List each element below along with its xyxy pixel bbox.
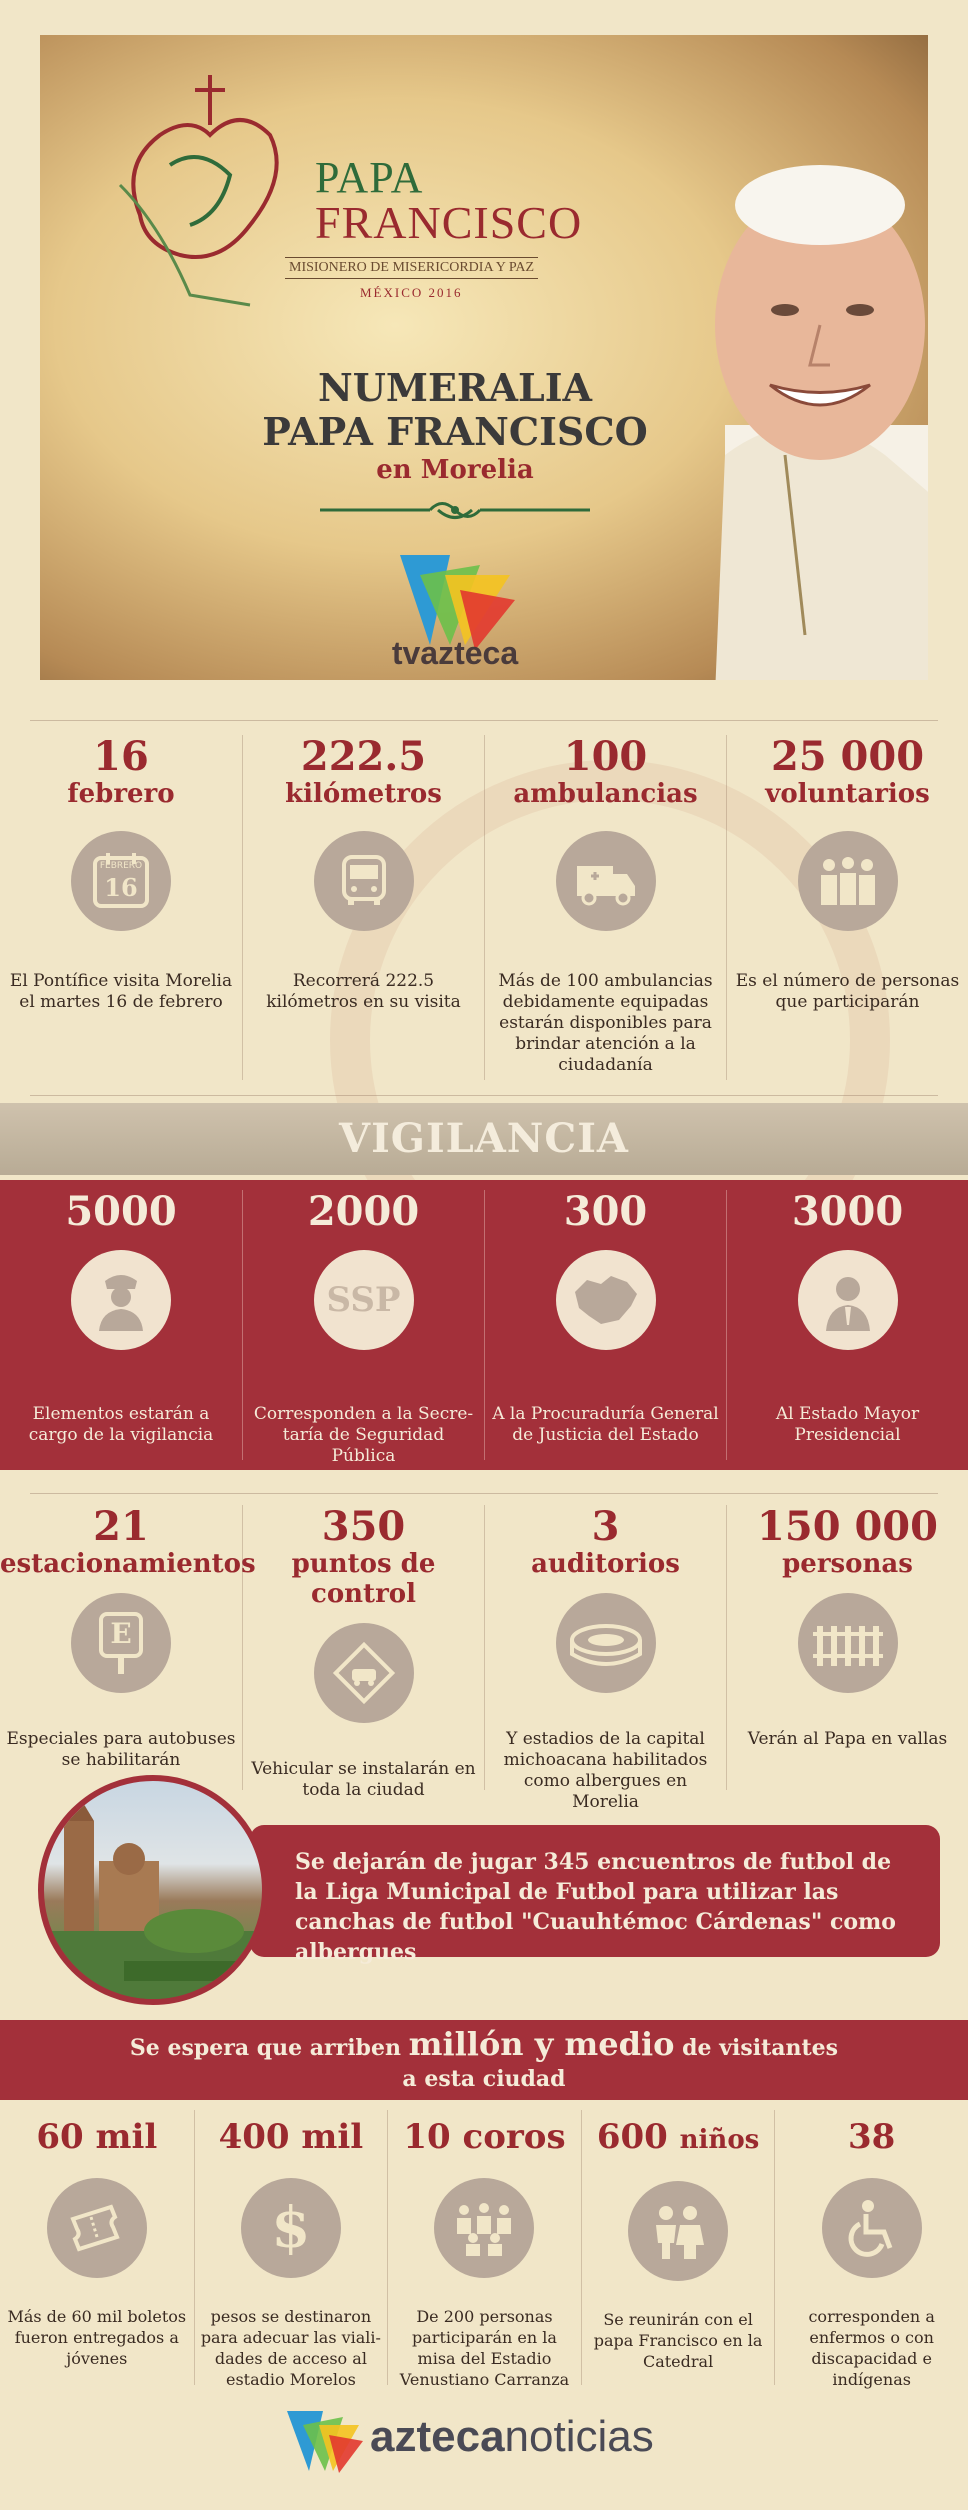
stat-number-main: 400 mil xyxy=(218,2117,364,2157)
visitantes-banner xyxy=(0,2020,968,2100)
vig-ssp xyxy=(242,1188,484,1466)
footer-brand-light: noticias xyxy=(504,2412,654,2461)
stat-kilometros xyxy=(242,735,484,1080)
stat-unit: auditorios xyxy=(531,1549,680,1579)
divider xyxy=(30,1095,938,1096)
choir-icon xyxy=(434,2178,534,2278)
stat-number-main: 10 coros xyxy=(403,2117,566,2157)
official-person-icon xyxy=(798,1250,898,1350)
stat-description: Es el número de personas que participarán xyxy=(735,971,960,1012)
stat-number xyxy=(195,2110,388,2164)
stat-unit: ambulancias xyxy=(513,779,698,809)
stat-unit: voluntarios xyxy=(765,779,930,809)
divider xyxy=(30,1493,938,1494)
stat-number xyxy=(388,2110,581,2164)
stat-number: 100 xyxy=(563,733,648,780)
stat-number-suffix: niños xyxy=(679,2125,760,2155)
hero-title-line2: PAPA FRANCISCO xyxy=(262,409,648,454)
stadium-icon xyxy=(556,1593,656,1693)
visitantes-line1 xyxy=(0,2027,968,2065)
vig-elementos xyxy=(0,1190,242,1460)
hero-title-line1: NUMERALIA xyxy=(318,365,592,410)
ambulance-icon xyxy=(556,831,656,931)
stat-number: 300 xyxy=(563,1188,648,1235)
stat-description: El Pontífice visita Morelia el martes 16 de febrero xyxy=(9,971,233,1012)
stat-description: Especiales para autobuses se habilitarán xyxy=(6,1729,236,1770)
calendar-icon xyxy=(71,831,171,931)
parking-e-icon xyxy=(71,1593,171,1693)
stat-pesos xyxy=(194,2110,388,2389)
stat-description: Al Estado Mayor Presidencial xyxy=(775,1404,920,1445)
wheelchair-icon xyxy=(822,2178,922,2278)
stat-auditorios xyxy=(484,1503,726,1812)
stat-personas xyxy=(726,1505,968,1790)
vigilancia-band xyxy=(0,1180,968,1470)
stat-number: 222.5 xyxy=(300,733,427,780)
bus-icon xyxy=(314,831,414,931)
calendar-month: FEBRERO xyxy=(99,861,143,871)
children-icon xyxy=(628,2181,728,2281)
divider xyxy=(30,720,938,721)
vig-estado-mayor xyxy=(726,1190,968,1460)
volunteers-icon xyxy=(798,831,898,931)
tv-azteca-logo-text: tvazteca xyxy=(391,635,519,671)
stats-row-1 xyxy=(0,735,968,1080)
stat-number: 16 xyxy=(93,733,149,780)
stat-description: Y estadios de la capital michoacana habilitados como albergues en Morelia xyxy=(503,1729,708,1812)
stat-ninos xyxy=(581,2110,775,2385)
cathedral-icon xyxy=(44,1781,264,2001)
stat-unit: personas xyxy=(782,1549,913,1579)
stat-number xyxy=(582,2110,775,2167)
ornament-divider-icon xyxy=(320,495,590,525)
stat-description: Más de 100 ambulancias debidamente equipadas estarán disponibles para brindar atención a la ciudadanía xyxy=(498,971,713,1075)
stats-row-3 xyxy=(0,2110,968,2389)
stat-febrero xyxy=(0,735,242,1080)
visitantes-big: millón y medio xyxy=(408,2025,675,2063)
stat-description: Se reunirán con el papa Francisco en la Catedral xyxy=(593,2310,763,2371)
fence-icon xyxy=(798,1593,898,1693)
stat-description: Verán al Papa en vallas xyxy=(747,1729,948,1749)
papa-francisco-logo-icon xyxy=(100,65,350,325)
footer-brand xyxy=(370,2412,654,2462)
stat-number: 350 xyxy=(321,1503,406,1550)
stat-number xyxy=(0,2110,194,2164)
stat-estacionamientos xyxy=(0,1503,256,1790)
hero-francisco-text: FRANCISCO xyxy=(315,197,583,248)
parking-letter: E xyxy=(110,1617,132,1650)
stat-description: Vehicular se instalarán en toda la ciudad xyxy=(251,1759,476,1800)
stat-description: Más de 60 mil boletos fueron entregados a jóvenes xyxy=(7,2307,187,2368)
stat-number xyxy=(775,2110,968,2164)
stat-unit: febrero xyxy=(67,779,175,809)
stat-number: 150 000 xyxy=(757,1503,938,1550)
stat-number: 3000 xyxy=(791,1188,904,1235)
stat-description: A la Procuraduría General de Justicia del Estado xyxy=(492,1404,719,1445)
hero-banner xyxy=(40,35,928,680)
hero-mexico-text: MÉXICO 2016 xyxy=(360,285,463,300)
stat-number: 3 xyxy=(591,1503,620,1550)
stat-description: corresponden a enfermos o con discapacidad e indígenas xyxy=(808,2307,935,2389)
visitantes-post: de visitantes xyxy=(674,2035,839,2061)
stat-number: 25 000 xyxy=(770,733,925,780)
stat-description: Recorrerá 222.5 kilómetros en su visita xyxy=(266,971,461,1012)
stat-puntos-control xyxy=(242,1503,484,1800)
stat-ambulancias xyxy=(484,735,726,1080)
stat-number-main: 600 xyxy=(596,2117,680,2157)
hero-mision-text: MISIONERO DE MISERICORDIA Y PAZ xyxy=(285,257,538,279)
stat-unit: puntos de control xyxy=(291,1549,436,1609)
control-point-icon xyxy=(314,1623,414,1723)
dollar-icon: $ xyxy=(241,2178,341,2278)
vigilancia-row xyxy=(0,1188,968,1466)
ssp-icon: SSP xyxy=(314,1250,414,1350)
footer-brand-bold: azteca xyxy=(370,2412,505,2461)
pope-portrait-icon xyxy=(655,95,928,680)
stat-coros xyxy=(387,2110,581,2389)
stat-unit: kilómetros xyxy=(285,779,442,809)
stat-number: 5000 xyxy=(65,1188,177,1235)
police-officer-icon xyxy=(71,1250,171,1350)
stat-boletos xyxy=(0,2110,194,2385)
hero-title-line3: en Morelia xyxy=(376,455,534,485)
visitantes-pre: Se espera que arriben xyxy=(129,2035,409,2061)
stat-number-main: 60 mil xyxy=(36,2117,158,2157)
stat-number: 2000 xyxy=(307,1188,420,1235)
hero-papa-text: PAPA xyxy=(315,153,424,202)
vigilancia-title: VIGILANCIA xyxy=(0,1103,968,1175)
stat-voluntarios xyxy=(726,735,968,1080)
stat-description: pesos se destinaron para adecuar las viali-dades de acceso al estadio Morelos xyxy=(200,2307,381,2389)
stat-description: De 200 personas participarán en la misa del Estadio Venustiano Carranza xyxy=(399,2307,570,2389)
stat-number: 21 xyxy=(93,1503,149,1550)
stat-number-main: 38 xyxy=(848,2117,896,2157)
stat-enfermos xyxy=(774,2110,968,2389)
stat-description: Elementos estarán a cargo de la vigilancia xyxy=(28,1404,214,1445)
stat-unit: estacionamientos xyxy=(0,1549,256,1579)
stats-row-2 xyxy=(0,1503,968,1812)
visitantes-line2: a esta ciudad xyxy=(402,2066,566,2092)
vig-procuraduria xyxy=(484,1190,726,1460)
morelia-cathedral-photo xyxy=(38,1775,268,2005)
calendar-day: 16 xyxy=(104,873,138,902)
azteca-noticias-logo-icon xyxy=(283,2405,363,2475)
michoacan-map-icon xyxy=(556,1250,656,1350)
ticket-icon xyxy=(47,2178,147,2278)
futbol-notice: Se dejarán de jugar 345 encuentros de futbol de la Liga Municipal de Futbol para utilizar las canchas de futbol "Cuauhtémoc Cárdenas" como albergues xyxy=(250,1825,940,1957)
stat-description: Corresponden a la Secre-taría de Seguridad Pública xyxy=(253,1404,474,1466)
